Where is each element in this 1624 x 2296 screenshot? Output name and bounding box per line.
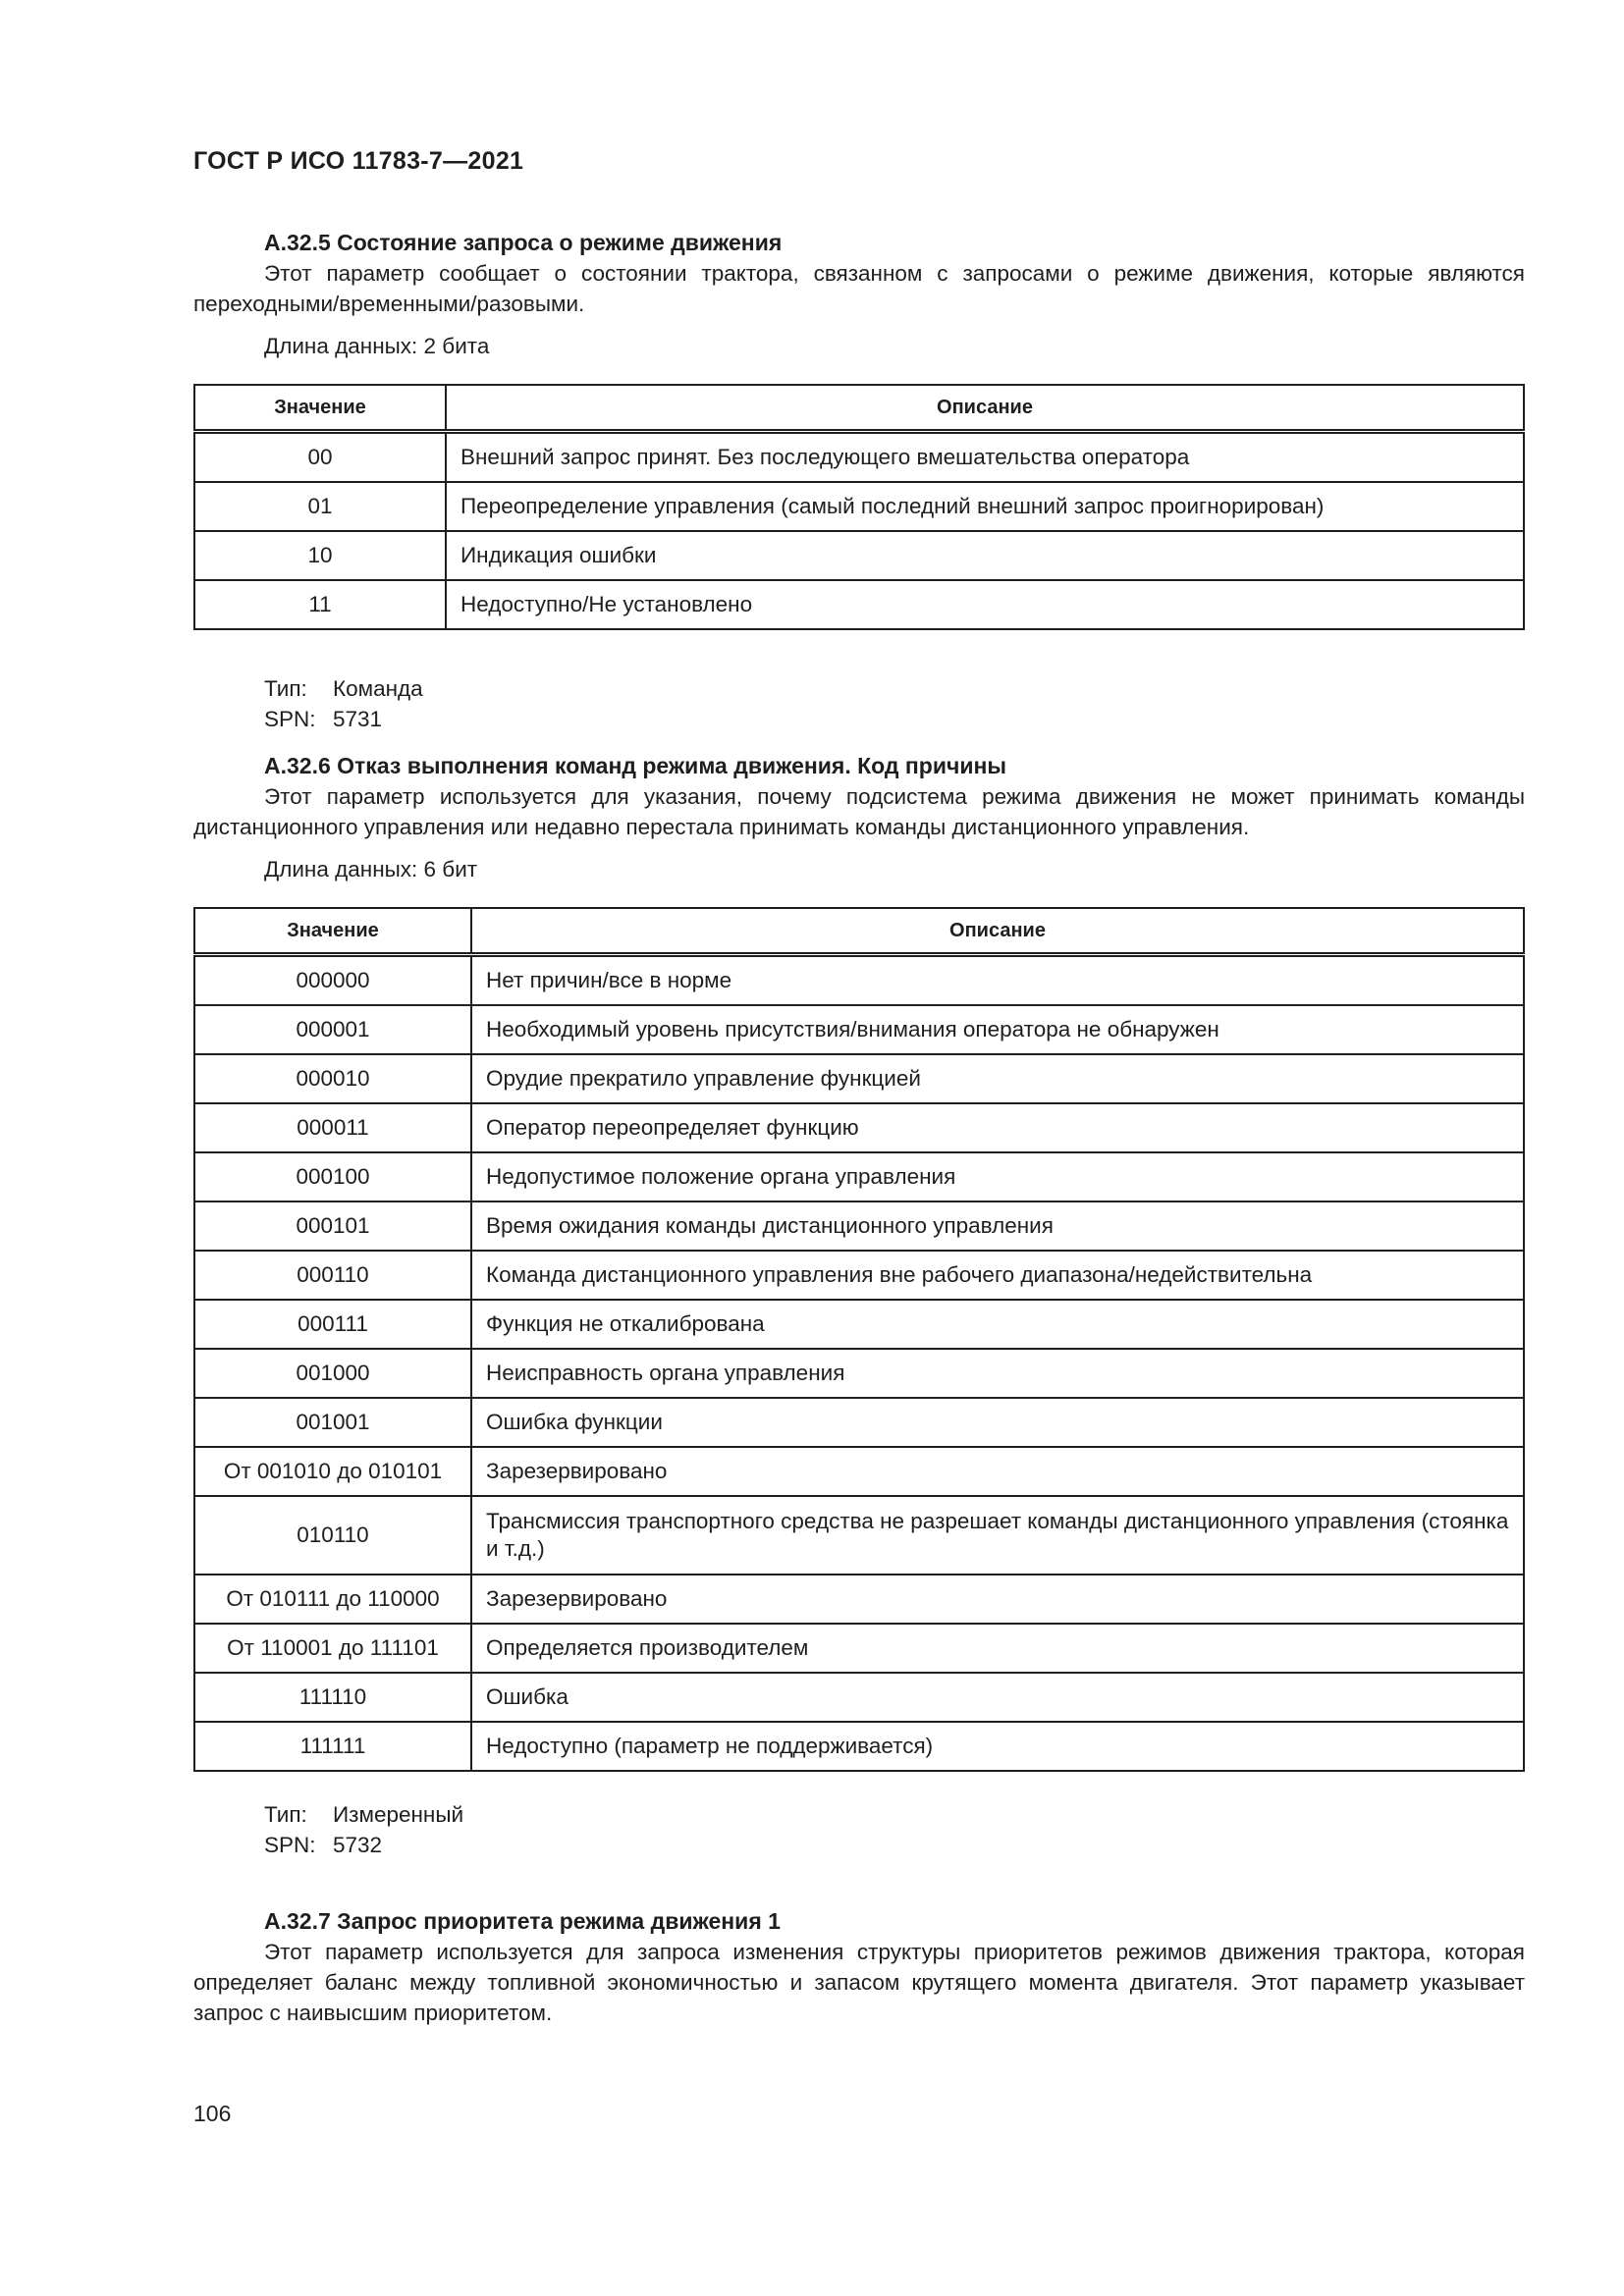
cell-value: 000001 [194,1005,471,1054]
cell-description: Зарезервировано [471,1575,1524,1624]
spn-line [193,704,1525,734]
table-a32-5 [193,384,1525,630]
cell-description: Определяется производителем [471,1624,1524,1673]
data-length: Длина данных: 2 бита [264,334,490,358]
cell-value: 001000 [194,1349,471,1398]
section-paragraph: Этот параметр используется для указания, почему подсистема режима движения не может принимать команды дистанционного управления или недавно перестала принимать команды дистанционного управления. [193,784,1525,839]
cell-value: 000010 [194,1054,471,1103]
type-line [193,673,1525,704]
cell-description: Зарезервировано [471,1447,1524,1496]
cell-description: Нет причин/все в норме [471,955,1524,1006]
table-row [194,1624,1524,1673]
cell-value: 000110 [194,1251,471,1300]
cell-value: 000111 [194,1300,471,1349]
table-row [194,1152,1524,1201]
table-row [194,531,1524,580]
cell-description: Ошибка функции [471,1398,1524,1447]
page-number: 106 [193,2101,232,2126]
section-a32-6 [193,751,1525,884]
cell-description: Оператор переопределяет функцию [471,1103,1524,1152]
table-row [194,1201,1524,1251]
table-row [194,1447,1524,1496]
table-row [194,1005,1524,1054]
section-paragraph: Этот параметр сообщает о состоянии трактора, связанном с запросами о режиме движения, которые являются переходными/временными/разовыми. [193,261,1525,316]
cell-value: 000000 [194,955,471,1006]
cell-description: Необходимый уровень присутствия/внимания оператора не обнаружен [471,1005,1524,1054]
document-header: ГОСТ Р ИСО 11783-7—2021 [193,147,524,175]
table-row [194,1103,1524,1152]
cell-description: Недопустимое положение органа управления [471,1152,1524,1201]
cell-value: 000101 [194,1201,471,1251]
data-length: Длина данных: 6 бит [264,857,478,881]
cell-value: 010110 [194,1496,471,1575]
spn-line [193,1830,1525,1860]
type-label: Тип: [264,1802,307,1827]
cell-description: Орудие прекратило управление функцией [471,1054,1524,1103]
column-header-description: Описание [446,385,1524,432]
cell-description: Неисправность органа управления [471,1349,1524,1398]
cell-description: Трансмиссия транспортного средства не разрешает команды дистанционного управления (стоянка и т.д.) [471,1496,1524,1575]
type-line [193,1799,1525,1830]
cell-value: 111111 [194,1722,471,1771]
column-header-description: Описание [471,908,1524,955]
cell-value: 10 [194,531,446,580]
type-label: Тип: [264,676,307,701]
cell-value: 000100 [194,1152,471,1201]
table-row [194,1496,1524,1575]
cell-value: От 110001 до 111101 [194,1624,471,1673]
table-row [194,1349,1524,1398]
column-header-value: Значение [194,385,446,432]
column-header-value: Значение [194,908,471,955]
spn-label: SPN: [264,1833,316,1857]
cell-description: Ошибка [471,1673,1524,1722]
cell-description: Переопределение управления (самый последний внешний запрос проигнорирован) [446,482,1524,531]
spn-label: SPN: [264,707,316,731]
section-paragraph: Этот параметр используется для запроса изменения структуры приоритетов режимов движения трактора, которая определяет баланс между топливной экономичностью и запасом крутящего момента двигателя. Этот параметр указывает запрос с наивысшим приоритетом. [193,1940,1525,2025]
section-heading: A.32.6 Отказ выполнения команд режима движения. Код причины [264,753,1007,778]
cell-value: 01 [194,482,446,531]
cell-value: От 001010 до 010101 [194,1447,471,1496]
table-row [194,1575,1524,1624]
section-a32-5 [193,228,1525,361]
section-a32-6-meta [193,1799,1525,1860]
section-a32-7 [193,1906,1525,2028]
table-a32-6 [193,907,1525,1772]
table-row [194,482,1524,531]
cell-description: Время ожидания команды дистанционного управления [471,1201,1524,1251]
table-row [194,1251,1524,1300]
cell-description: Индикация ошибки [446,531,1524,580]
cell-description: Функция не откалибрована [471,1300,1524,1349]
table-row [194,1300,1524,1349]
cell-value: От 010111 до 110000 [194,1575,471,1624]
table-row [194,1054,1524,1103]
cell-value: 11 [194,580,446,629]
spn-value: 5731 [333,707,383,731]
cell-value: 00 [194,432,446,483]
cell-description: Недоступно/Не установлено [446,580,1524,629]
table-row [194,1673,1524,1722]
cell-description: Команда дистанционного управления вне рабочего диапазона/недействительна [471,1251,1524,1300]
cell-description: Недоступно (параметр не поддерживается) [471,1722,1524,1771]
cell-description: Внешний запрос принят. Без последующего вмешательства оператора [446,432,1524,483]
section-a32-5-meta [193,673,1525,734]
table-row [194,580,1524,629]
table-row [194,1722,1524,1771]
table-row [194,1398,1524,1447]
cell-value: 111110 [194,1673,471,1722]
section-heading: A.32.7 Запрос приоритета режима движения 1 [264,1908,781,1934]
table-row [194,432,1524,483]
cell-value: 001001 [194,1398,471,1447]
section-heading: A.32.5 Состояние запроса о режиме движения [264,230,783,255]
cell-value: 000011 [194,1103,471,1152]
table-row [194,955,1524,1006]
spn-value: 5732 [333,1833,383,1857]
type-value: Измеренный [333,1802,464,1827]
type-value: Команда [333,676,423,701]
